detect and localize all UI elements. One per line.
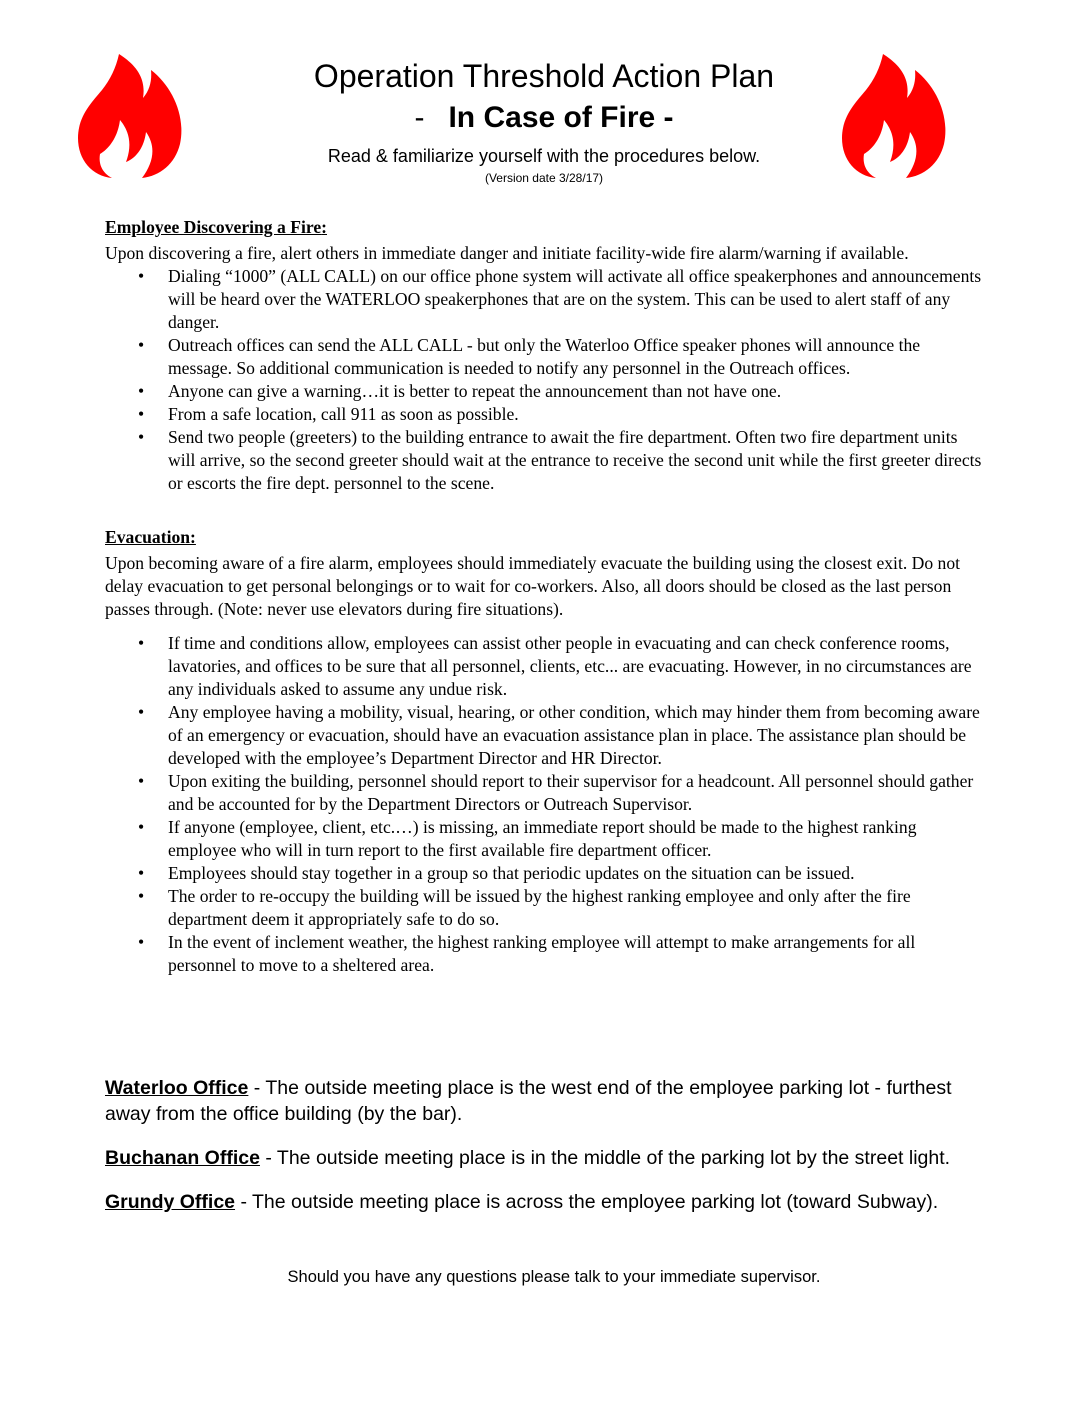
list-item: • The order to re-occupy the building will be issued by the highest ranking employee and only after the fire department deem it appropriately safe to do so.: [168, 885, 985, 931]
list-item: • In the event of inclement weather, the highest ranking employee will attempt to make arrangements for all personnel to move to a sheltered area.: [168, 931, 985, 977]
footer-note: Should you have any questions please talk to your immediate supervisor.: [287, 1268, 821, 1286]
list-item: • Any employee having a mobility, visual, hearing, or other condition, which may hinder them from becoming aware of an emergency or evacuation, should have an evacuation assistance plan in place. The assistance plan should be developed with the employee’s Department Director and HR Director.: [168, 701, 985, 770]
version-date: (Version date 3/28/17): [484, 171, 604, 185]
subtitle-dash: -: [414, 101, 425, 134]
list-item: • Employees should stay together in a group so that periodic updates on the situation can be issued.: [168, 862, 985, 885]
section-title-discovering: Employee Discovering a Fire:: [105, 217, 327, 237]
list-item: • From a safe location, call 911 as soon as possible.: [168, 403, 985, 426]
list-item: • If time and conditions allow, employees can assist other people in evacuating and can check conference rooms, lavatories, and offices to be sure that all personnel, clients, etc... are evacuating. However, in no circumstances are any individuals asked to assume any undue risk.: [168, 632, 985, 701]
section-title-evacuation: Evacuation:: [105, 527, 196, 547]
list-item: • Anyone can give a warning…it is better to repeat the announcement than not have one.: [168, 380, 985, 403]
list-item: • Send two people (greeters) to the building entrance to await the fire department. Often two fire department units will arrive, so the second greeter should wait at the entrance to receive the second unit while the first greeter directs or escorts the fire dept. personnel to the scene.: [168, 426, 985, 495]
discovering-bullet-list: [105, 265, 985, 495]
list-item: • Upon exiting the building, personnel should report to their supervisor for a headcount. All personnel should gather and be accounted for by the Department Directors or Outreach Supervisor.: [168, 770, 985, 816]
evacuation-bullet-list: [105, 632, 985, 977]
instruction-text: Read & familiarize yourself with the procedures below.: [327, 146, 761, 166]
office-waterloo: Waterloo Office - The outside meeting place is the west end of the employee parking lot - furthest away from the office building (by the bar).: [105, 1077, 952, 1125]
office-buchanan: Buchanan Office - The outside meeting place is in the middle of the parking lot by the street light.: [105, 1147, 951, 1169]
page-title: Operation Threshold Action Plan: [313, 58, 775, 94]
page-subtitle: [0, 101, 1088, 135]
office-grundy: Grundy Office - The outside meeting place is across the employee parking lot (toward Subway).: [105, 1191, 939, 1213]
list-item: • Outreach offices can send the ALL CALL - but only the Waterloo Office speaker phones will announce the message. So additional communication is needed to notify any personnel in the Outreach offices.: [168, 334, 985, 380]
section-intro-evacuation: Upon becoming aware of a fire alarm, employees should immediately evacuate the building using the closest exit. Do not delay evacuation to get personal belongings or to wait for co-workers. Also, all doors should be closed as the last person passes through. (Note: never use elevators during fire situations).: [105, 553, 961, 619]
list-item: • If anyone (employee, client, etc.…) is missing, an immediate report should be made to the highest ranking employee who will in turn report to the first available fire department officer.: [168, 816, 985, 862]
subtitle-text: In Case of Fire -: [448, 101, 674, 134]
section-intro-discovering: Upon discovering a fire, alert others in immediate danger and initiate facility-wide fire alarm/warning if available.: [105, 243, 909, 263]
list-item: • Dialing “1000” (ALL CALL) on our office phone system will activate all office speakerphones and announcements will be heard over the WATERLOO speakerphones that are on the system. This can be used to alert staff of any danger.: [168, 265, 985, 334]
procedures-content: [105, 216, 985, 977]
office-meeting-places: [105, 1075, 985, 1233]
